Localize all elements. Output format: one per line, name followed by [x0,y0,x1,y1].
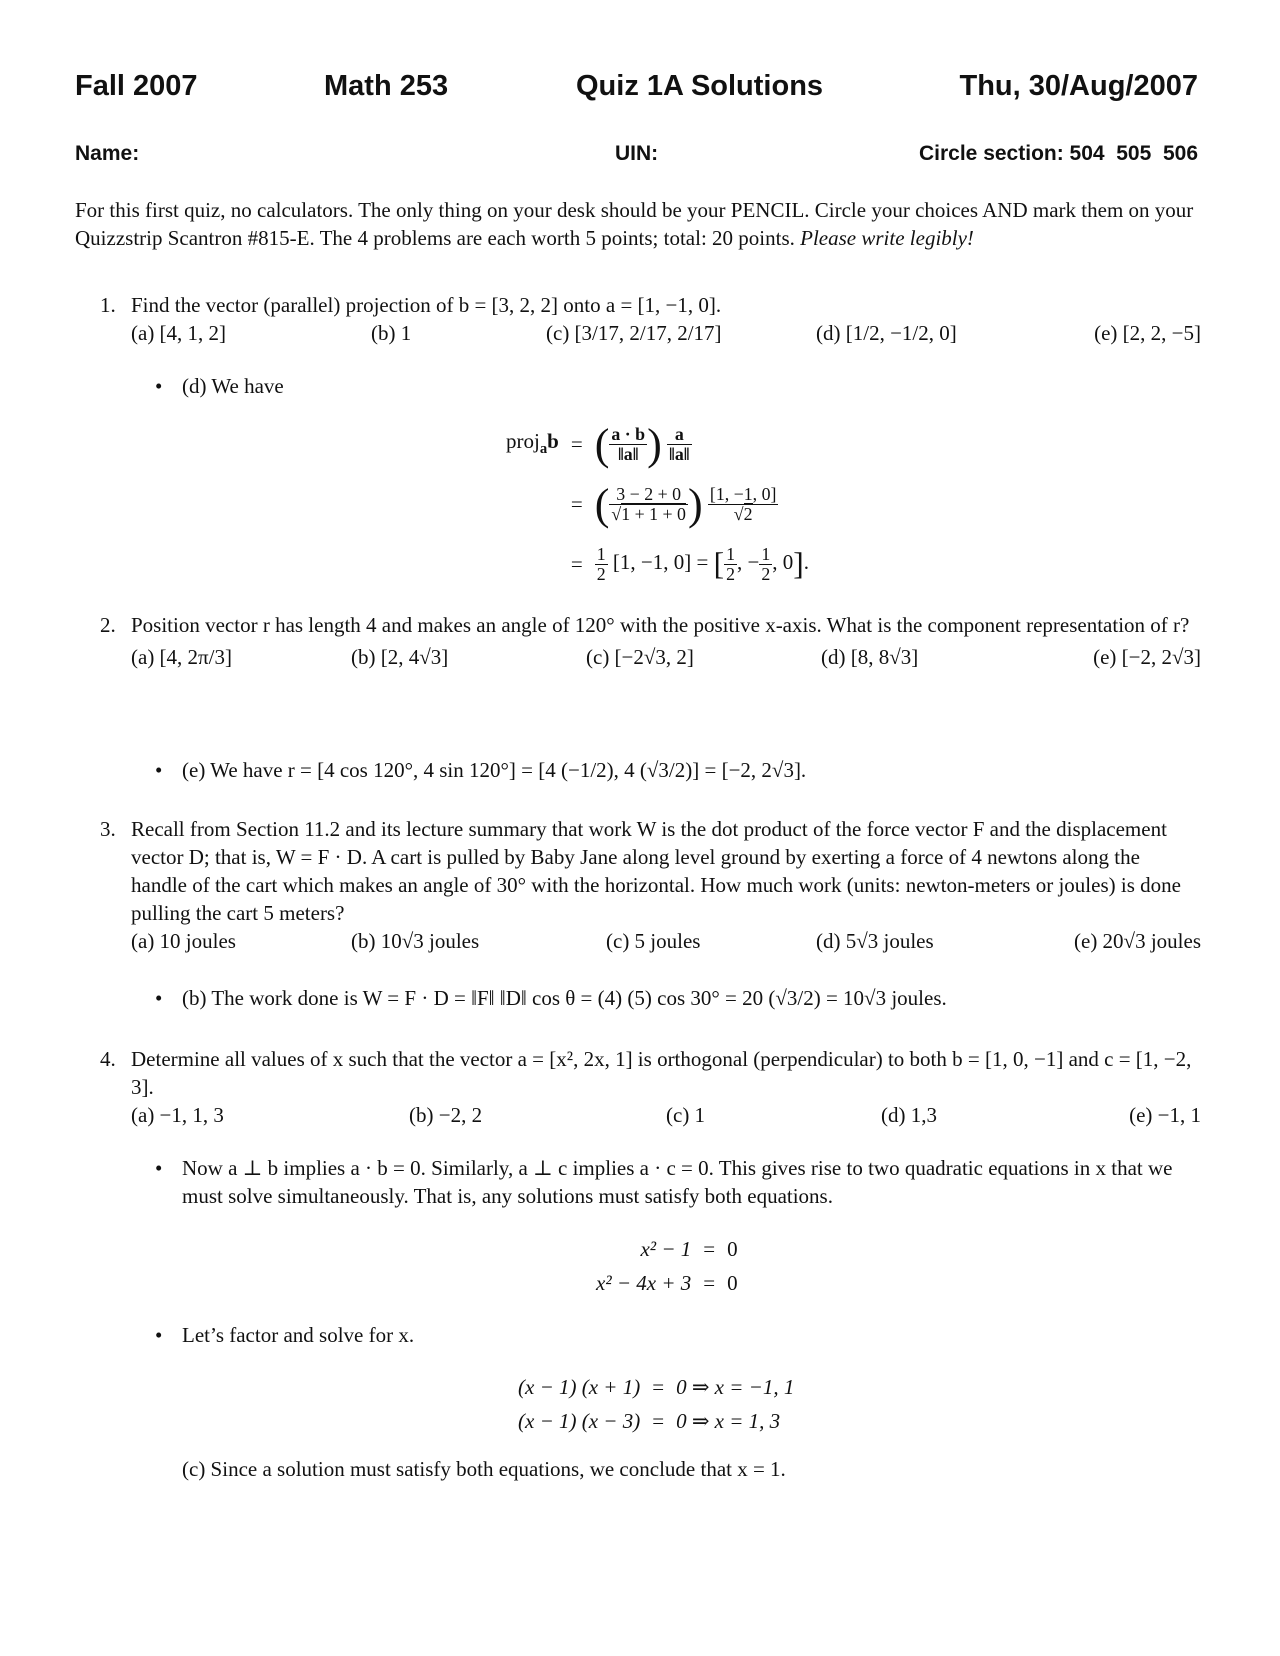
q4-factored: (x − 1) (x + 1) = 0 ⇒ x = −1, 1 (x − 1) (x − 3) = 0 ⇒ x = 1, 3 [512,1370,800,1438]
q3-answer [155,984,1205,1012]
eq2-rhs: 0 [727,1270,738,1295]
q1-choice-c[interactable]: (c) [3/17, 2/17, 2/17] [546,321,722,345]
instructions-text: For this first quiz, no calculators. The only thing on your desk should be your PENCIL. Circle your choices AND mark them on your Quizzstrip Scantron #815-E. The 4 problems are each worth 5 points; total: 20 points. [75,198,1194,250]
eq1-lhs: x² − 1 [640,1236,692,1261]
header-term: Fall 2007 [75,70,198,102]
bullet-icon: • [155,374,163,398]
q1-choice-b[interactable]: (b) 1 [371,321,412,345]
q2-text: Position vector r has length 4 and makes an angle of 120° with the positive x-axis. What is the component representation of r? [131,613,1190,637]
q4-equations: x² − 1 = 0 x² − 4x + 3 = 0 [590,1232,744,1300]
q2-answer-text: (e) We have r = [4 cos 120°, 4 sin 120°] = [4 (−1/2), 4 (√3/2)] = [−2, 2√3]. [182,758,807,782]
f2-rhs: 0 ⇒ x = 1, 3 [676,1408,781,1433]
name-label: Name: [75,142,140,165]
q1-answer [155,372,1205,400]
question-4 [100,1045,1200,1129]
q4-choice-a[interactable]: (a) −1, 1, 3 [131,1103,224,1127]
q4-conclusion: (c) Since a solution must satisfy both equations, we conclude that x = 1. [182,1457,786,1481]
q2-answer [155,756,1205,784]
q2-choices [131,643,1201,671]
q1-choice-d[interactable]: (d) [1/2, −1/2, 0] [816,321,957,345]
q3-choice-a[interactable]: (a) 10 joules [131,929,236,953]
q2-choice-b[interactable]: (b) [2, 4√3] [351,645,449,669]
instructions-emphasis: Please write legibly! [800,226,974,250]
q3-choice-e[interactable]: (e) 20√3 joules [1074,929,1201,953]
header-course: Math 253 [324,70,449,102]
q3-text: Recall from Section 11.2 and its lecture summary that work W is the dot product of the force vector F and the displacement vector D; that is, W = F · D. A cart is pulled by Baby Jane along level ground by exerting a force of 4 newtons along the handle of the cart which makes an angle of 30° with the horizontal. How much work (units: newton-meters or joules) is done pulling the cart 5 meters? [131,817,1181,925]
q3-choices [131,927,1201,955]
bullet-icon: • [155,986,163,1010]
q2-choice-a[interactable]: (a) [4, 2π/3] [131,645,232,669]
question-1 [100,291,1200,347]
q1-answer-intro: (d) We have [182,374,284,398]
q1-step1: ( $\frac{a \cdot b}{‖a‖}$ ) $\frac{a}{‖a‖}$ [594,419,690,469]
f1-rhs: 0 ⇒ x = −1, 1 [676,1374,795,1399]
eq2-lhs: x² − 4x + 3 [596,1270,692,1295]
instructions [75,196,1205,252]
q4-choice-c[interactable]: (c) 1 [666,1103,706,1127]
q4-number: 4. [100,1047,116,1071]
q4-bullet-1-text: Now a ⊥ b implies a · b = 0. Similarly, a ⊥ c implies a · c = 0. This gives rise to two quadratic equations in x that we must solve simultaneously. That is, any solutions must satisfy both equations. [182,1156,1173,1208]
bullet-icon: • [155,1156,163,1180]
q1-derivation: proj$_a$b = ( $\frac{a \cdot b}{‖a‖}$ ) $\frac{a}{‖a‖}$ = ( $\frac{3 - 2 + 0}{√1 + 1 + 0}$ ) $\frac{[1, -1, 0]}{√2}$ = $\frac{1}{2}$ [1, −1, 0] = [ $\frac{1}{2}$ , − $\frac{1}{2}$ , 0]. [500,415,815,593]
q1-text: Find the vector (parallel) projection of b = [3, 2, 2] onto a = [1, −1, 0]. [131,293,722,317]
q4-text: Determine all values of x such that the vector a = [x², 2x, 1] is orthogonal (perpendicular) to both b = [1, 0, −1] and c = [1, −2, 3]. [131,1047,1192,1099]
q1-choice-e[interactable]: (e) [2, 2, −5] [1094,321,1201,345]
q4-bullet-2-text: Let’s factor and solve for x. [182,1323,415,1347]
section-label: Circle section: 504 505 506 [919,142,1198,165]
bullet-icon: • [155,758,163,782]
q2-choice-e[interactable]: (e) [−2, 2√3] [1093,645,1201,669]
eq1-rhs: 0 [727,1236,738,1261]
question-3 [100,815,1200,955]
header-title: Quiz 1A Solutions [576,70,824,102]
q1-number: 1. [100,293,116,317]
q4-choice-d[interactable]: (d) 1,3 [881,1103,937,1127]
q1-step2: ( $\frac{3 - 2 + 0}{√1 + 1 + 0}$ ) $\frac{[1, -1, 0]}{√2}$ [594,479,777,529]
question-2 [100,611,1200,671]
q2-number: 2. [100,613,116,637]
q1-choices [131,319,1201,347]
q3-choice-b[interactable]: (b) 10√3 joules [351,929,480,953]
q3-choice-c[interactable]: (c) 5 joules [606,929,701,953]
q4-choice-b[interactable]: (b) −2, 2 [409,1103,483,1127]
q3-choice-d[interactable]: (d) 5√3 joules [816,929,934,953]
q4-bullet-1 [155,1154,1205,1210]
f1-lhs: (x − 1) (x + 1) [518,1374,641,1399]
q2-choice-d[interactable]: (d) [8, 8√3] [821,645,919,669]
q2-choice-c[interactable]: (c) [−2√3, 2] [586,645,694,669]
q3-number: 3. [100,817,116,841]
q4-bullet-2 [155,1321,1205,1349]
q4-choices [131,1101,1201,1129]
bullet-icon: • [155,1323,163,1347]
uin-label: UIN: [615,142,659,165]
header-date: Thu, 30/Aug/2007 [959,70,1198,102]
f2-lhs: (x − 1) (x − 3) [518,1408,641,1433]
q4-choice-e[interactable]: (e) −1, 1 [1129,1103,1201,1127]
proj-label: proj$_a$b [506,429,559,458]
q1-step3: $\frac{1}{2}$ [1, −1, 0] = [ $\frac{1}{2}$ , − $\frac{1}{2}$ , 0]. [596,543,809,584]
q1-choice-a[interactable]: (a) [4, 1, 2] [131,321,227,345]
q3-answer-text: (b) The work done is W = F · D = ‖F‖ ‖D‖ cos θ = (4) (5) cos 30° = 20 (√3/2) = 10√3 joules. [182,986,947,1010]
